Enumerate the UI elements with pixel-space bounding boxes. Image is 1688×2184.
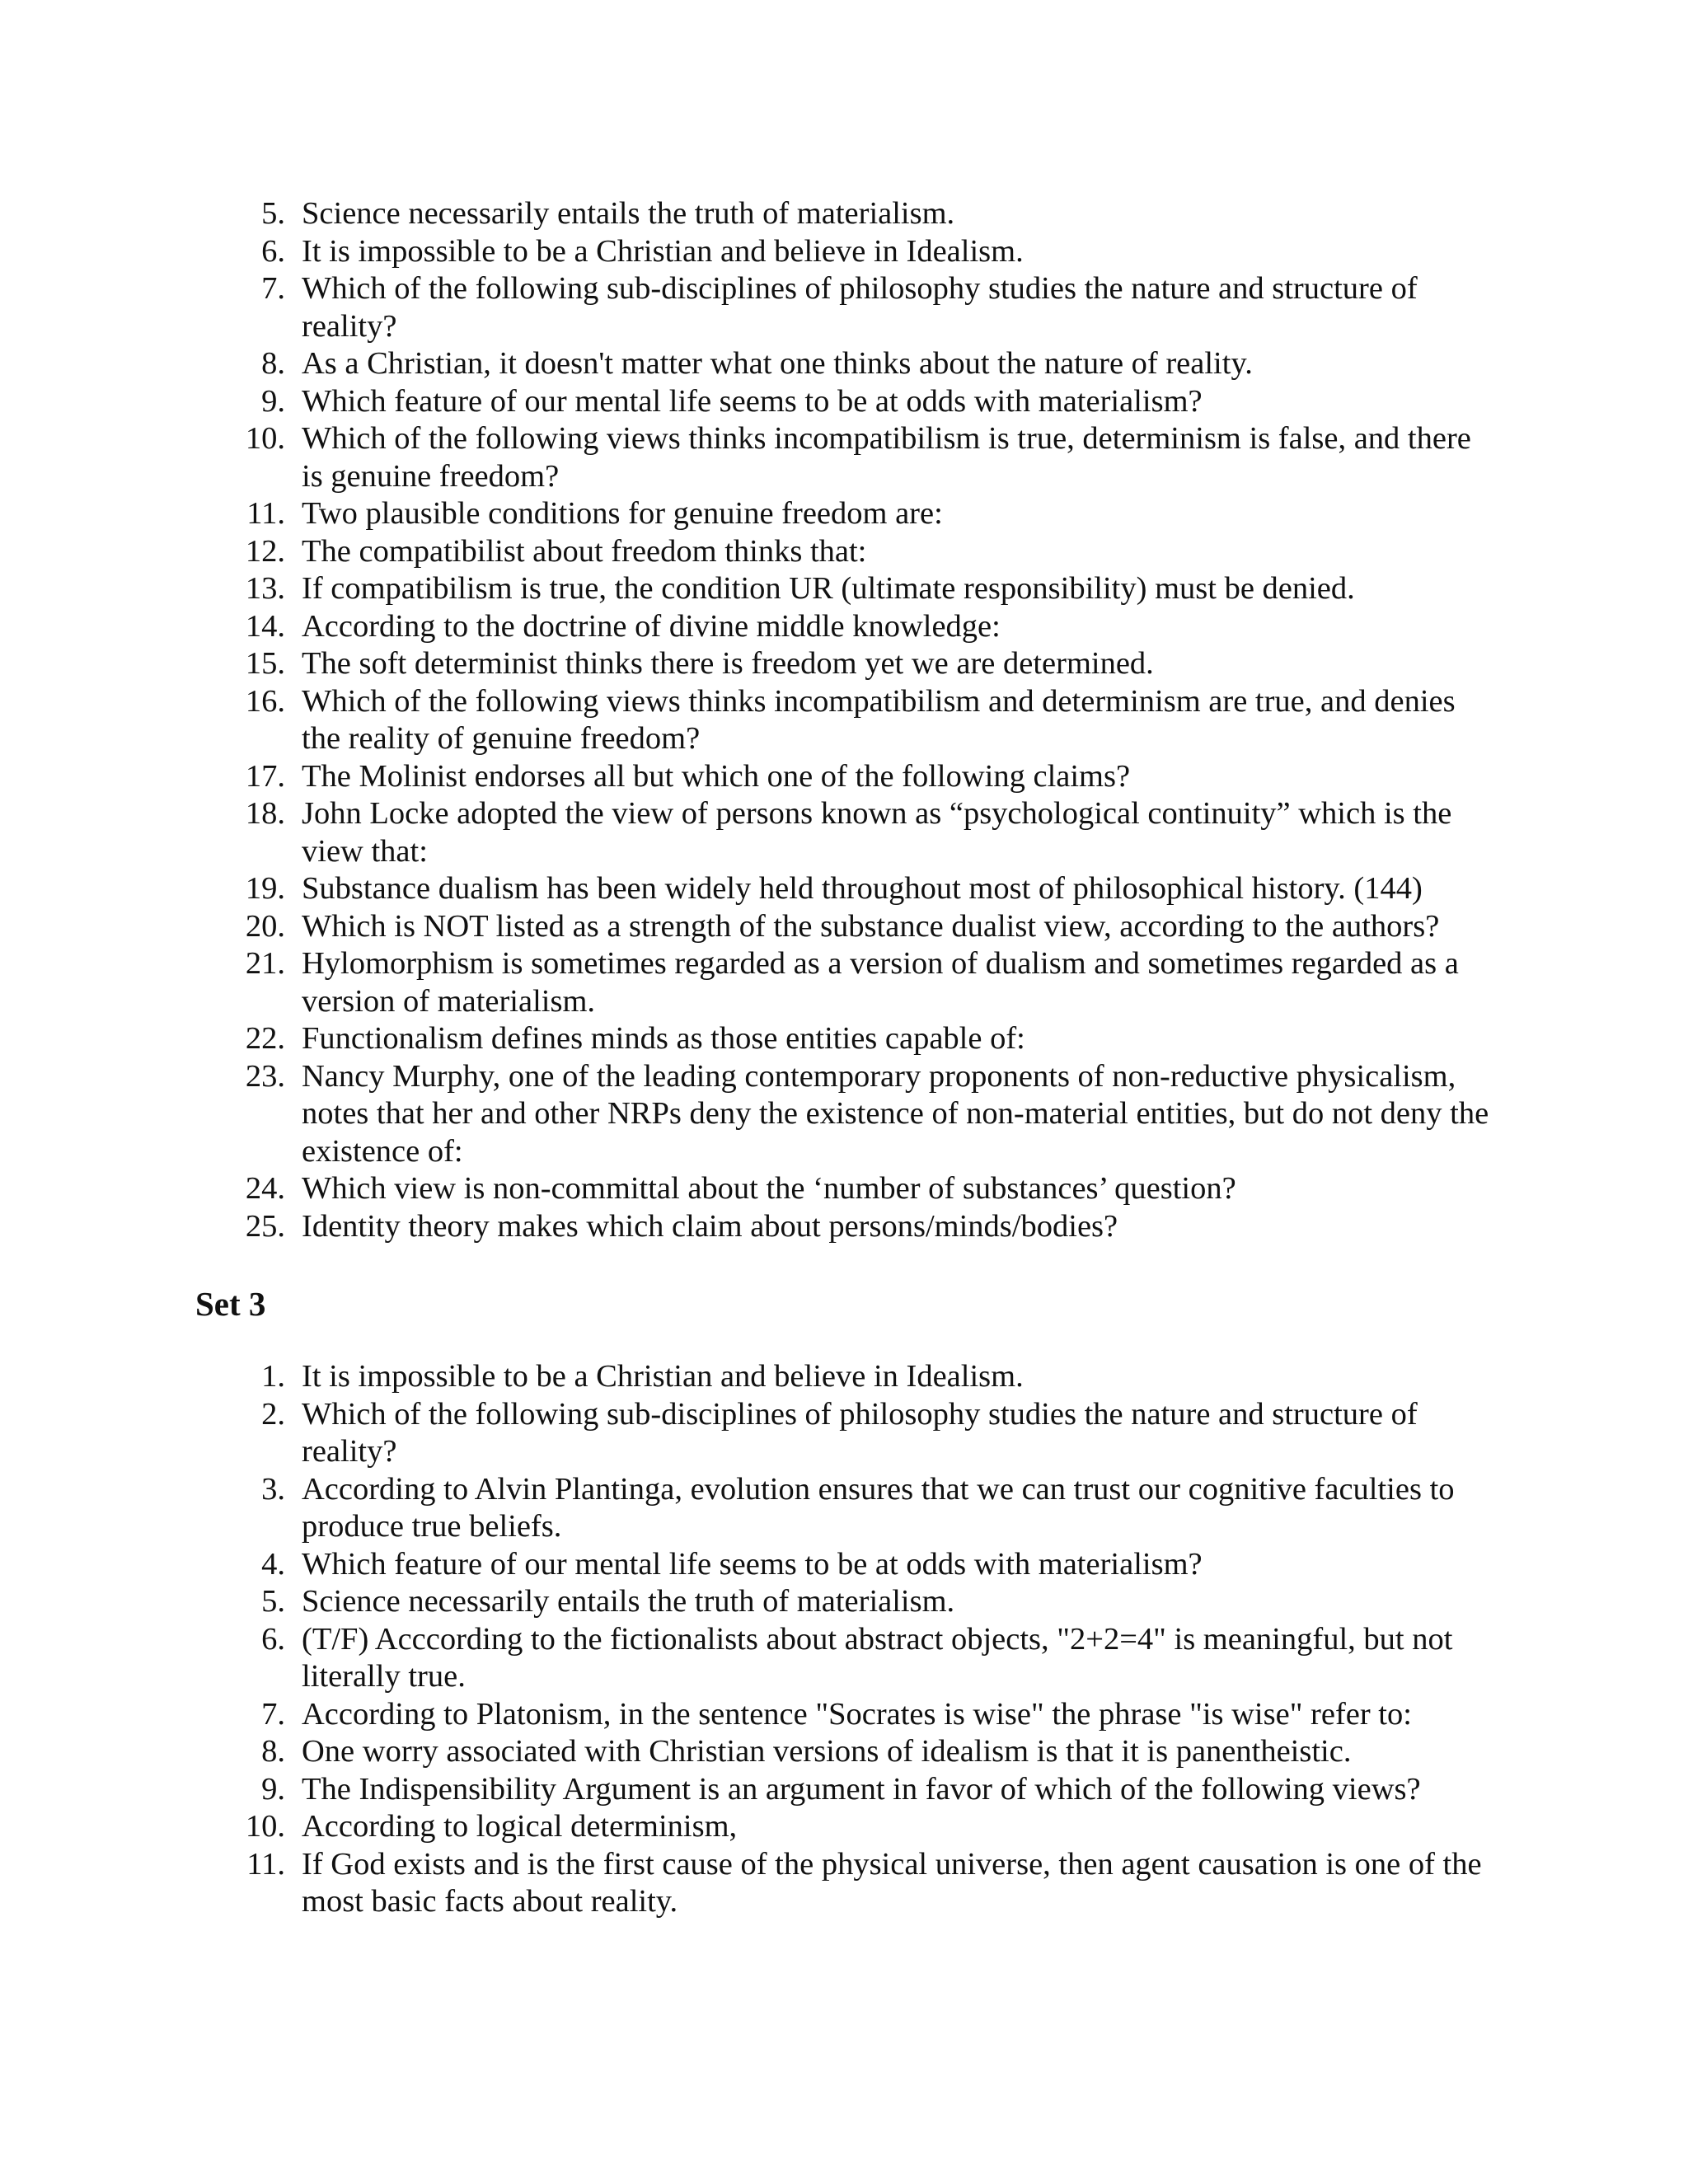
item-number: 17.: [245, 758, 285, 794]
item-number: 12.: [245, 533, 285, 569]
item-number: 7.: [261, 1696, 285, 1732]
item-number: 3.: [261, 1471, 285, 1507]
list-item: [239, 945, 1500, 1020]
item-text: As a Christian, it doesn't matter what one thinks about the nature of reality.: [302, 346, 1253, 381]
item-text: Which feature of our mental life seems to be at odds with materialism?: [302, 383, 1203, 419]
list-item: [239, 1208, 1500, 1246]
list-item: [239, 533, 1500, 571]
item-number: 23.: [245, 1058, 285, 1094]
item-number: 16.: [245, 683, 285, 719]
item-number: 13.: [245, 571, 285, 606]
list-item: [239, 1846, 1500, 1921]
list-item: [239, 1170, 1500, 1208]
item-number: 21.: [245, 946, 285, 981]
item-text: It is impossible to be a Christian and believe in Idealism.: [302, 233, 1024, 269]
item-text: Which feature of our mental life seems to be at odds with materialism?: [302, 1546, 1203, 1582]
section-heading: Set 3: [195, 1285, 266, 1323]
list-item: [239, 645, 1500, 683]
item-number: 10.: [245, 1809, 285, 1844]
item-text: According to logical determinism,: [302, 1809, 738, 1844]
list-item: [239, 383, 1500, 421]
item-text: According to the doctrine of divine middle knowledge:: [302, 608, 1001, 644]
item-text: Which is NOT listed as a strength of the substance dualist view, according to the authors?: [302, 908, 1440, 944]
list-item: [239, 908, 1500, 946]
item-number: 19.: [245, 871, 285, 906]
item-text: Which view is non-committal about the ‘number of substances’ question?: [302, 1171, 1236, 1206]
list-item: [239, 420, 1500, 495]
item-number: 6.: [261, 233, 285, 269]
item-number: 7.: [261, 271, 285, 306]
item-number: 6.: [261, 1621, 285, 1657]
item-text: Functionalism defines minds as those entities capable of:: [302, 1021, 1025, 1056]
item-number: 1.: [261, 1359, 285, 1394]
list-item: [239, 1808, 1500, 1846]
item-number: 15.: [245, 646, 285, 681]
item-text: Science necessarily entails the truth of materialism.: [302, 1584, 955, 1619]
list-item: [239, 1696, 1500, 1734]
item-text: If God exists and is the first cause of the physical universe, then agent causation is one of the most basic facts about reality.: [302, 1846, 1482, 1919]
list-item: [239, 608, 1500, 646]
item-text: Two plausible conditions for genuine freedom are:: [302, 496, 943, 531]
item-text: It is impossible to be a Christian and believe in Idealism.: [302, 1359, 1024, 1394]
item-text: Nancy Murphy, one of the leading contemporary proponents of non-reductive physicalism, notes that her and other NRPs deny the existence of non-material entities, but do not deny the existence of:: [302, 1058, 1489, 1169]
item-number: 11.: [246, 1846, 285, 1882]
item-number: 10.: [245, 421, 285, 456]
question-list-set-3: [239, 1358, 1500, 1921]
list-item: [239, 870, 1500, 908]
item-text: Identity theory makes which claim about persons/minds/bodies?: [302, 1208, 1118, 1244]
item-text: Which of the following views thinks incompatibilism and determinism are true, and denies the reality of genuine freedom?: [302, 683, 1456, 756]
item-text: If compatibilism is true, the condition UR (ultimate responsibility) must be denied.: [302, 571, 1355, 606]
list-item: [239, 1020, 1500, 1058]
question-list-continued: [239, 195, 1500, 1245]
list-item: [239, 1733, 1500, 1771]
item-number: 25.: [245, 1208, 285, 1244]
item-text: According to Alvin Plantinga, evolution ensures that we can trust our cognitive faculties to produce true beliefs.: [302, 1471, 1455, 1544]
item-text: The Molinist endorses all but which one of the following claims?: [302, 758, 1131, 794]
item-text: John Locke adopted the view of persons known as “psychological continuity” which is the view that:: [302, 796, 1452, 869]
list-item: [239, 1396, 1500, 1471]
item-text: The compatibilist about freedom thinks that:: [302, 533, 867, 569]
item-text: Which of the following sub-disciplines of philosophy studies the nature and structure of reality?: [302, 271, 1418, 344]
list-item: [239, 270, 1500, 345]
list-item: [239, 1546, 1500, 1584]
item-text: One worry associated with Christian versions of idealism is that it is panentheistic.: [302, 1734, 1352, 1769]
list-item: [239, 758, 1500, 796]
item-number: 4.: [261, 1546, 285, 1582]
item-number: 5.: [261, 196, 285, 231]
item-text: Which of the following views thinks incompatibilism is true, determinism is false, and there is genuine freedom?: [302, 421, 1471, 494]
item-number: 24.: [245, 1171, 285, 1206]
item-number: 9.: [261, 383, 285, 419]
item-text: The soft determinist thinks there is freedom yet we are determined.: [302, 646, 1154, 681]
list-item: [239, 345, 1500, 383]
list-item: [239, 495, 1500, 533]
item-text: (T/F) Acccording to the fictionalists about abstract objects, "2+2=4" is meaningful, but not literally true.: [302, 1621, 1453, 1694]
item-text: Science necessarily entails the truth of materialism.: [302, 196, 955, 231]
item-text: According to Platonism, in the sentence "Socrates is wise" the phrase "is wise" refer to:: [302, 1696, 1412, 1732]
item-text: Substance dualism has been widely held throughout most of philosophical history. (144): [302, 871, 1423, 906]
list-item: [239, 233, 1500, 271]
item-number: 18.: [245, 796, 285, 831]
list-item: [239, 195, 1500, 233]
list-item: [239, 1358, 1500, 1396]
item-text: Hylomorphism is sometimes regarded as a version of dualism and sometimes regarded as a version of materialism.: [302, 946, 1459, 1019]
item-number: 8.: [261, 346, 285, 381]
list-item: [239, 1471, 1500, 1546]
list-item: [239, 1621, 1500, 1696]
item-text: The Indispensibility Argument is an argument in favor of which of the following views?: [302, 1771, 1421, 1807]
item-number: 14.: [245, 608, 285, 644]
list-item: [239, 795, 1500, 870]
item-number: 11.: [246, 496, 285, 531]
item-number: 5.: [261, 1584, 285, 1619]
item-number: 2.: [261, 1396, 285, 1432]
list-item: [239, 1583, 1500, 1621]
item-number: 8.: [261, 1734, 285, 1769]
list-item: [239, 570, 1500, 608]
item-number: 22.: [245, 1021, 285, 1056]
item-text: Which of the following sub-disciplines of philosophy studies the nature and structure of reality?: [302, 1396, 1418, 1469]
list-item: [239, 1058, 1500, 1171]
list-item: [239, 683, 1500, 758]
item-number: 20.: [245, 908, 285, 944]
item-number: 9.: [261, 1771, 285, 1807]
list-item: [239, 1771, 1500, 1809]
